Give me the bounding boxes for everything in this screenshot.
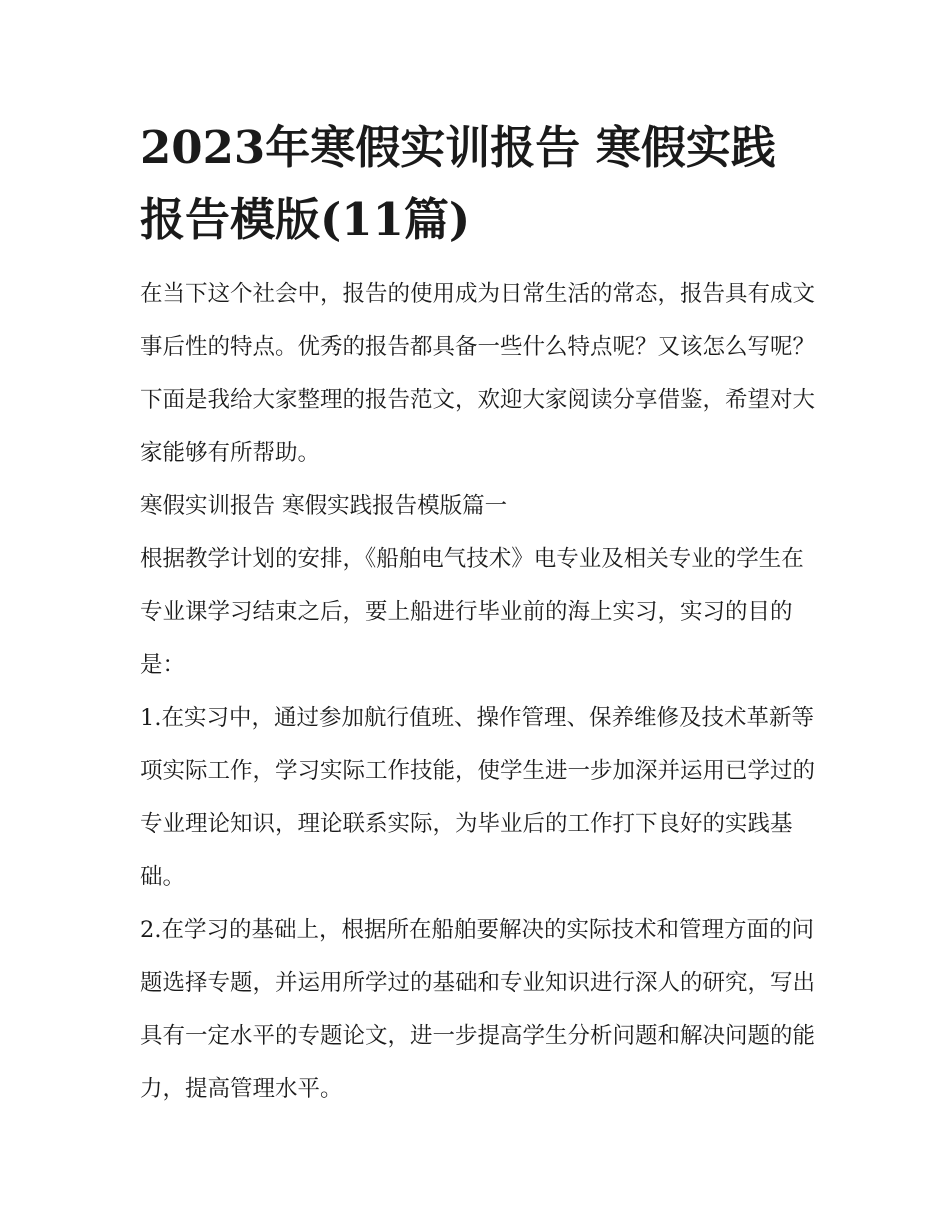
section-heading: 寒假实训报告 寒假实践报告模版篇一 [140,493,508,519]
document-title: 2023年寒假实训报告 寒假实践报告模版(11篇) [140,121,776,246]
numbered-paragraph-2: 2.在学习的基础上，根据所在船舶要解决的实际技术和管理方面的问题选择专题，并运用所学过的基础和专业知识进行深人的研究，写出具有一定水平的专题论文，进一步提高学生分析问题和解决问题的能力，提高管理水平。 [140,917,816,1102]
intro-paragraph: 在当下这个社会中，报告的使用成为日常生活的常态，报告具有成文事后性的特点。优秀的报告都具备一些什么特点呢？又该怎么写呢？下面是我给大家整理的报告范文，欢迎大家阅读分享借鉴，希望对大家能够有所帮助。 [140,281,816,466]
document-content [140,112,815,1116]
numbered-paragraph-1: 1.在实习中，通过参加航行值班、操作管理、保养维修及技术革新等项实际工作，学习实际工作技能，使学生进一步加深并运用已学过的专业理论知识，理论联系实际，为毕业后的工作打下良好的实践基础。 [140,705,816,890]
body-paragraph: 根据教学计划的安排，《船舶电气技术》电专业及相关专业的学生在专业课学习结束之后，要上船进行毕业前的海上实习，实习的目的是： [140,546,804,678]
